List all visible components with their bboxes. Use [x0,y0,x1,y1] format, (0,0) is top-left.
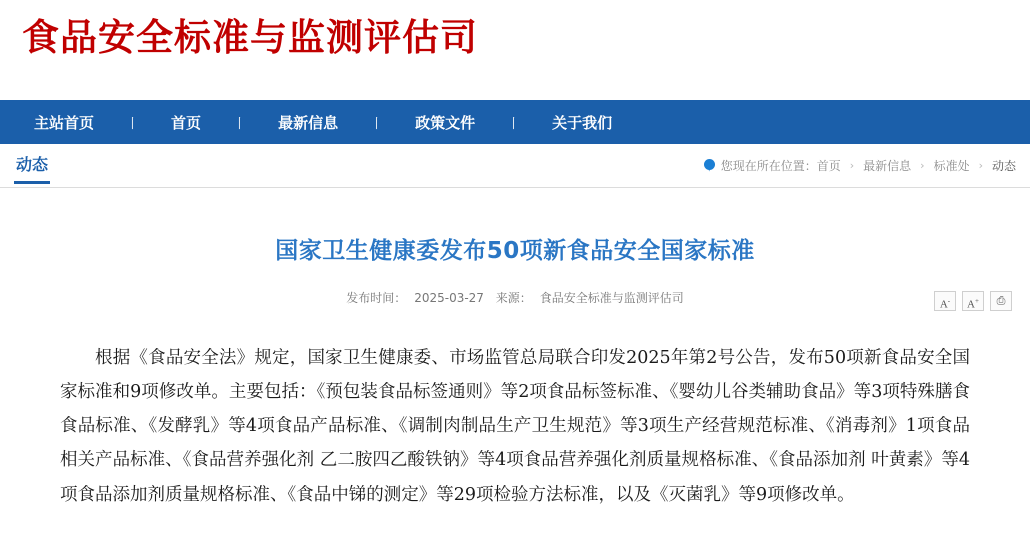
source-value: 食品安全标准与监测评估司 [539,291,684,305]
site-title: 食品安全标准与监测评估司 [22,16,478,59]
masthead [0,0,1030,100]
article [0,232,1030,512]
map-pin-icon [704,159,715,173]
nav-item-policy-documents[interactable]: 政策文件 [415,113,476,132]
article-meta-row [60,289,1006,315]
main-navigation [0,100,1030,144]
nav-item-main-home[interactable]: 主站首页 [34,113,95,132]
article-body [60,341,970,512]
nav-separator: 丨 [233,115,247,131]
print-icon[interactable]: ⎙ [990,291,1012,311]
breadcrumb-item-standards-office[interactable]: 标准处 [933,159,970,173]
font-decrease-button[interactable]: A- [934,291,956,311]
nav-item-latest-info[interactable]: 最新信息 [278,113,339,132]
nav-separator: 丨 [126,115,140,131]
source-label: 来源： [495,291,532,305]
breadcrumb [704,157,1016,174]
publish-time-value: 2025-03-27 [414,291,484,305]
breadcrumb-item-home[interactable]: 首页 [816,159,841,173]
chevron-right-icon: › [849,159,855,172]
chevron-right-icon: › [978,159,983,172]
nav-item-about-us[interactable]: 关于我们 [552,113,613,132]
article-tools [934,291,1012,311]
page-title: 动态 [14,148,50,184]
article-paragraph: 根据《食品安全法》规定，国家卫生健康委、市场监管总局联合印发2025年第2号公告，发布50项新食品安全国家标准和9项修改单。主要包括：《预包装食品标签通则》等2项食品标签标准、《婴幼儿谷类辅助食品》等3项特殊膳食食品标准、《发酵乳》等4项食品产品标准、《调制肉制品生产卫生规范》等3项生产经营规范标准、《消毒剂》1项食品相关产品标准、《食品营养强化剂 乙二胺四乙酸铁钠》等4项食品营养强化剂质量规格标准、《食品添加剂 叶黄素》等4项食品添加剂质量规格标准、《食品中锑的测定》等29项检验方法标准，以及《灭菌乳》等9项修改单。 [60,348,970,505]
nav-separator: 丨 [507,115,521,131]
article-title: 国家卫生健康委发布50项新食品安全国家标准 [275,238,755,264]
font-increase-button[interactable]: A+ [962,291,984,311]
nav-item-home[interactable]: 首页 [171,113,202,132]
chevron-right-icon: › [920,159,925,172]
breadcrumb-prefix: 您现在所在位置： [720,159,817,173]
article-meta [60,289,970,306]
publish-time-label: 发布时间： [346,291,407,305]
breadcrumb-item-current: 动态 [991,159,1016,173]
nav-separator: 丨 [370,115,384,131]
breadcrumb-bar [0,144,1030,188]
breadcrumb-item-latest-info[interactable]: 最新信息 [863,159,912,173]
